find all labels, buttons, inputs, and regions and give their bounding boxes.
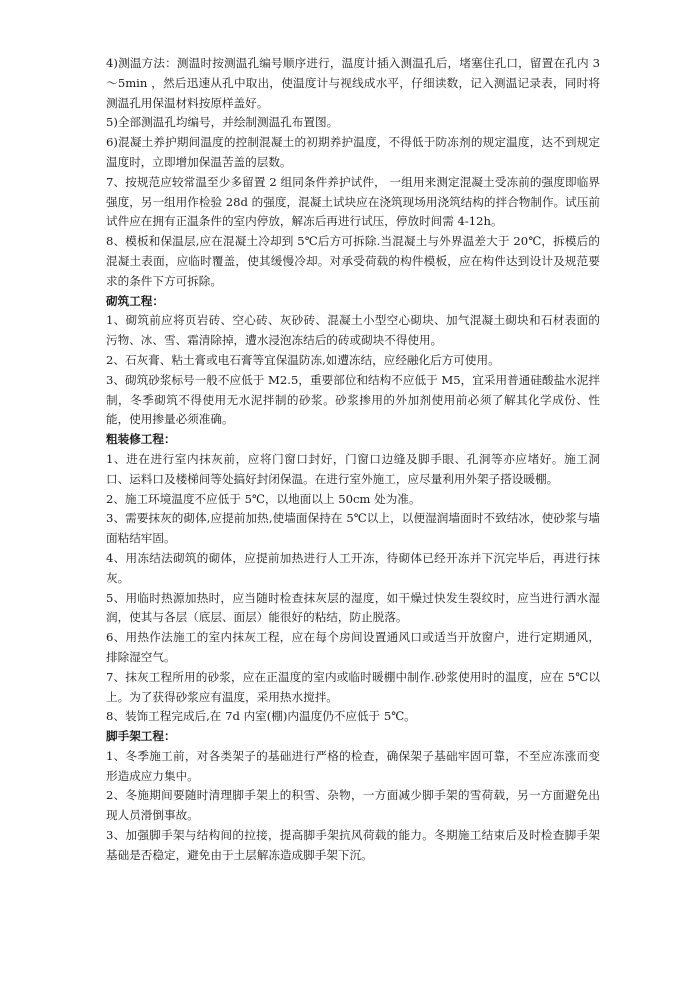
list-item: 7、抹灰工程所用的砂浆，应在正温度的室内或临时暖棚中制作.砂浆使用时的温度，应在 5℃以上。为了获得砂浆应有温度，采用热水搅拌。 xyxy=(106,669,600,704)
document-body xyxy=(106,54,600,866)
section-heading: 脚手架工程： xyxy=(106,729,176,744)
intro-paragraph-6: 6)混凝土养护期间温度的控制混凝土的初期养护温度，不得低于防冻剂的规定温度，达不到规定温度时，立即增加保温苦盖的层数。 xyxy=(106,135,600,169)
intro-paragraph-7: 7、按规范应较常温至少多留置 2 组同条件养护试件， 一组用来测定混凝土受冻前的强度即临界强度，另一组用作检验 28d 的强度，混凝土试块应在浇筑现场用浇筑结构的拌合物制作。试压前试件应在拥有正温条件的室内停放，解冻后再进行试压，停放时间需 4-12h。 xyxy=(106,174,600,229)
list-item: 4、用冻结法砌筑的砌体，应提前加热进行人工开冻，待砌体已经开冻并下沉完毕后，再进行抹灰。 xyxy=(106,550,600,585)
list-item: 2、石灰膏、粘土膏或电石膏等宜保温防冻,如遭冻结，应经融化后方可使用。 xyxy=(106,352,500,367)
list-item: 2、施工环境温度不应低于 5℃，以地面以上 50cm 处为准。 xyxy=(106,491,421,506)
list-item: 2、冬施期间要随时清理脚手架上的积雪、杂物，一方面减少脚手架的雪荷载，另一方面避免出现人员滑倒事故。 xyxy=(106,788,600,823)
intro-paragraph-4: 4)测温方法：测温时按测温孔编号顺序进行，温度计插入测温孔后，堵塞住孔口，留置在孔内 3～5min ，然后迅速从孔中取出，使温度计与视线成水平，仔细读数，记入测温记录表，同时将测温孔用保温材料按原样盖好。 xyxy=(106,56,600,110)
section-scaffolding xyxy=(106,727,600,866)
list-item: 3、需要抹灰的砌体,应提前加热,使墙面保持在 5℃以上，以便湿润墙面时不致结冰，使砂浆与墙面粘结牢固。 xyxy=(106,511,600,546)
section-masonry xyxy=(106,292,600,431)
list-item: 6、用热作法施工的室内抹灰工程，应在每个房间设置通风口或适当开放窗户，进行定期通风，排除湿空气。 xyxy=(106,630,600,664)
list-item: 3、砌筑砂浆标号一般不应低于 M2.5，重要部位和结构不应低于 M5，宜采用普通硅酸盐水泥拌制，冬季砌筑不得使用无水泥拌制的砂浆。砂浆掺用的外加剂使用前必须了解其化学成份、性能，使用掺量必须准确。 xyxy=(106,372,600,427)
section-rough-finishing xyxy=(106,430,600,727)
list-item: 5、用临时热源加热时，应当随时检查抹灰层的湿度，如干燥过快发生裂纹时，应当进行洒水湿润，使其与各层（底层、面层）能很好的粘结，防止脱落。 xyxy=(106,590,600,625)
section-heading: 粗装修工程： xyxy=(106,432,176,447)
list-item: 1、进在进行室内抹灰前，应将门窗口封好，门窗口边缝及脚手眼、孔洞等亦应堵好。施工洞口、运料口及楼梯间等处搞好封闭保温。在进行室外施工，应尽量利用外架子搭设暖棚。 xyxy=(106,451,600,486)
intro-paragraph-8: 8、模板和保温层,应在混凝土冷却到 5℃后方可拆除.当混凝土与外界温差大于 20℃，拆模后的混凝土表面，应临时覆盖，使其缓慢冷却。对承受荷载的构件模板，应在构件达到设计及规范要求的条件下方可拆除。 xyxy=(106,234,600,288)
intro-paragraph-5: 5)全部测温孔均编号，并绘制测温孔布置图。 xyxy=(106,115,339,130)
section-heading: 砌筑工程： xyxy=(106,293,164,308)
list-item: 3、加强脚手架与结构间的拉接，提高脚手架抗风荷载的能力。冬期施工结束后及时检查脚手架基础是否稳定，避免由于土层解冻造成脚手架下沉。 xyxy=(106,828,600,862)
list-item: 1、砌筑前应将页岩砖、空心砖、灰砂砖、混凝土小型空心砌块、加气混凝土砌块和石材表面的污物、冰、雪、霜清除掉，遭水浸泡冻结后的砖或砌块不得使用。 xyxy=(106,313,600,348)
list-item: 8、装饰工程完成后,在 7d 内室(棚)内温度仍不应低于 5℃。 xyxy=(106,709,416,724)
list-item: 1、冬季施工前，对各类架子的基础进行严格的检查，确保架子基础牢固可靠，不至应冻涨而变形造成应力集中。 xyxy=(106,748,600,783)
